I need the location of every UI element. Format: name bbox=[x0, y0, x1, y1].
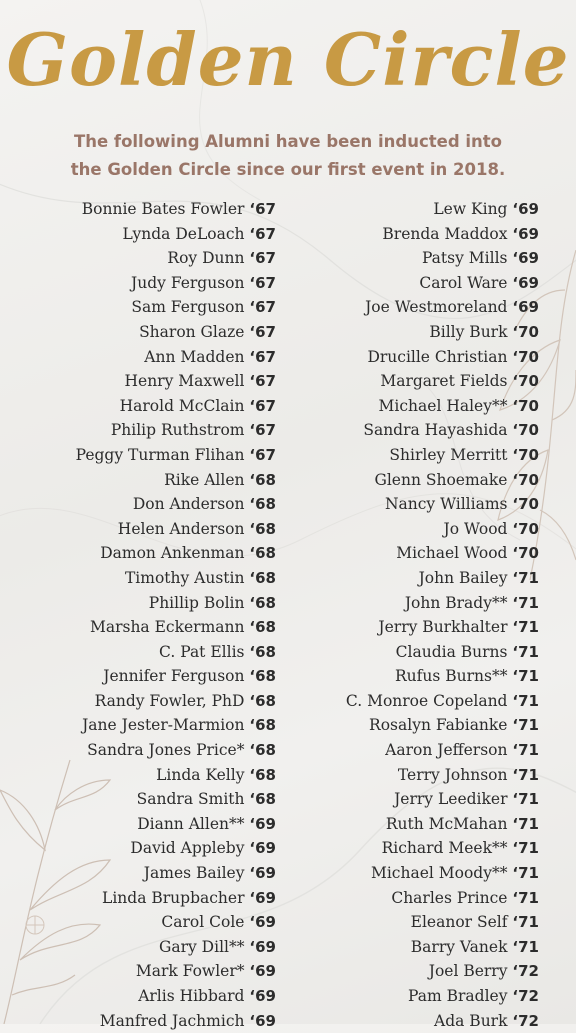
class-year: ‘71 bbox=[512, 765, 539, 784]
alumni-entry bbox=[0, 787, 276, 812]
alumni-entry bbox=[239, 886, 539, 911]
alumni-name: Eleanor Self bbox=[410, 913, 508, 932]
alumni-entry bbox=[0, 418, 276, 443]
alumni-entry bbox=[239, 812, 539, 837]
alumni-name: Linda Kelly bbox=[156, 765, 245, 784]
alumni-name: Rike Allen bbox=[164, 470, 245, 489]
alumni-name: Judy Ferguson bbox=[131, 273, 245, 292]
alumni-entry bbox=[0, 1009, 276, 1033]
alumni-entry bbox=[239, 492, 539, 517]
class-year: ‘69 bbox=[249, 839, 276, 858]
alumni-entry bbox=[239, 222, 539, 247]
alumni-name: Randy Fowler, PhD bbox=[94, 691, 245, 710]
alumni-name: Jerry Leediker bbox=[394, 790, 508, 809]
class-year: ‘67 bbox=[249, 445, 276, 464]
alumni-name: Sharon Glaze bbox=[139, 322, 245, 341]
alumni-name: Michael Wood bbox=[396, 544, 508, 563]
alumni-entry bbox=[239, 394, 539, 419]
alumni-name: Marsha Eckermann bbox=[89, 618, 245, 637]
alumni-name: Diann Allen** bbox=[137, 814, 245, 833]
class-year: ‘68 bbox=[249, 667, 276, 686]
alumni-name: Patsy Mills bbox=[421, 249, 508, 268]
class-year: ‘71 bbox=[512, 937, 539, 956]
class-year: ‘68 bbox=[249, 790, 276, 809]
class-year: ‘71 bbox=[512, 839, 539, 858]
alumni-name: Manfred Jachmich bbox=[99, 1011, 245, 1030]
class-year: ‘71 bbox=[512, 667, 539, 686]
class-year: ‘68 bbox=[249, 618, 276, 637]
alumni-list-right bbox=[239, 197, 539, 1033]
class-year: ‘71 bbox=[512, 814, 539, 833]
alumni-entry bbox=[0, 468, 276, 493]
alumni-name: Barry Vanek bbox=[410, 937, 508, 956]
class-year: ‘72 bbox=[512, 987, 539, 1005]
alumni-name: Mark Fowler* bbox=[135, 962, 245, 981]
class-year: ‘69 bbox=[512, 273, 539, 292]
alumni-entry bbox=[239, 615, 539, 640]
class-year: ‘68 bbox=[249, 568, 276, 587]
alumni-name: Carol Cole bbox=[161, 913, 245, 932]
alumni-entry bbox=[239, 591, 539, 616]
alumni-name: Brenda Maddox bbox=[382, 224, 508, 243]
alumni-entry bbox=[0, 369, 276, 394]
class-year: ‘70 bbox=[512, 470, 539, 489]
alumni-name: Sandra Smith bbox=[136, 790, 245, 809]
alumni-name: Claudia Burns bbox=[395, 642, 508, 661]
class-year: ‘71 bbox=[512, 568, 539, 587]
alumni-entry bbox=[0, 541, 276, 566]
alumni-entry bbox=[239, 861, 539, 886]
alumni-name: Michael Moody** bbox=[370, 864, 508, 883]
alumni-entry bbox=[0, 591, 276, 616]
alumni-name: Lew King bbox=[433, 200, 508, 218]
class-year: ‘71 bbox=[512, 618, 539, 637]
class-year: ‘67 bbox=[249, 273, 276, 292]
alumni-entry bbox=[0, 394, 276, 419]
alumni-name: Margaret Fields bbox=[380, 372, 508, 391]
alumni-entry bbox=[239, 836, 539, 861]
class-year: ‘72 bbox=[512, 962, 539, 981]
alumni-entry bbox=[239, 418, 539, 443]
alumni-name: Sandra Jones Price* bbox=[87, 741, 245, 760]
alumni-entry bbox=[239, 295, 539, 320]
class-year: ‘67 bbox=[249, 249, 276, 268]
alumni-name: Joel Berry bbox=[428, 962, 508, 981]
alumni-name: Henry Maxwell bbox=[124, 372, 245, 391]
alumni-name: Damon Ankenman bbox=[100, 544, 245, 563]
alumni-entry bbox=[239, 959, 539, 984]
alumni-entry bbox=[0, 492, 276, 517]
class-year: ‘67 bbox=[249, 298, 276, 317]
alumni-entry bbox=[0, 295, 276, 320]
class-year: ‘70 bbox=[512, 372, 539, 391]
class-year: ‘67 bbox=[249, 396, 276, 415]
alumni-entry bbox=[0, 763, 276, 788]
alumni-name: John Bailey bbox=[418, 568, 508, 587]
class-year: ‘71 bbox=[512, 741, 539, 760]
alumni-entry bbox=[0, 713, 276, 738]
class-year: ‘70 bbox=[512, 495, 539, 514]
class-year: ‘71 bbox=[512, 864, 539, 883]
alumni-entry bbox=[0, 664, 276, 689]
alumni-name: Bonnie Bates Fowler bbox=[81, 200, 245, 218]
class-year: ‘71 bbox=[512, 888, 539, 907]
alumni-entry bbox=[239, 345, 539, 370]
alumni-entry bbox=[239, 787, 539, 812]
alumni-entry bbox=[239, 468, 539, 493]
alumni-name: Sandra Hayashida bbox=[363, 421, 508, 440]
alumni-entry bbox=[0, 640, 276, 665]
class-year: ‘68 bbox=[249, 716, 276, 735]
class-year: ‘72 bbox=[512, 1011, 539, 1030]
alumni-entry bbox=[239, 984, 539, 1009]
class-year: ‘68 bbox=[249, 642, 276, 661]
alumni-name: C. Monroe Copeland bbox=[345, 691, 508, 710]
alumni-list-left bbox=[0, 197, 276, 1033]
class-year: ‘71 bbox=[512, 691, 539, 710]
class-year: ‘68 bbox=[249, 765, 276, 784]
alumni-name: Glenn Shoemake bbox=[374, 470, 508, 489]
class-year: ‘71 bbox=[512, 790, 539, 809]
alumni-entry bbox=[239, 689, 539, 714]
alumni-entry bbox=[239, 541, 539, 566]
alumni-name: Michael Haley** bbox=[378, 396, 508, 415]
class-year: ‘70 bbox=[512, 519, 539, 538]
class-year: ‘67 bbox=[249, 322, 276, 341]
alumni-name: Terry Johnson bbox=[397, 765, 508, 784]
class-year: ‘71 bbox=[512, 913, 539, 932]
alumni-name: David Appleby bbox=[130, 839, 245, 858]
class-year: ‘68 bbox=[249, 470, 276, 489]
alumni-name: John Brady** bbox=[404, 593, 508, 612]
alumni-name: Phillip Bolin bbox=[148, 593, 245, 612]
class-year: ‘67 bbox=[249, 372, 276, 391]
intro-line-2: the Golden Circle since our first event in 2018. bbox=[70, 160, 506, 179]
alumni-name: Arlis Hibbard bbox=[138, 987, 245, 1005]
class-year: ‘68 bbox=[249, 495, 276, 514]
alumni-entry bbox=[239, 369, 539, 394]
alumni-entry bbox=[0, 836, 276, 861]
class-year: ‘71 bbox=[512, 593, 539, 612]
alumni-name: Timothy Austin bbox=[124, 568, 245, 587]
alumni-entry bbox=[239, 935, 539, 960]
alumni-entry bbox=[0, 320, 276, 345]
alumni-name: Ann Madden bbox=[144, 347, 245, 366]
class-year: ‘71 bbox=[512, 642, 539, 661]
class-year: ‘69 bbox=[512, 224, 539, 243]
class-year: ‘70 bbox=[512, 421, 539, 440]
page-title: Golden Circle bbox=[6, 17, 570, 102]
alumni-name: Rosalyn Fabianke bbox=[369, 716, 508, 735]
alumni-entry bbox=[0, 738, 276, 763]
alumni-entry bbox=[0, 861, 276, 886]
class-year: ‘70 bbox=[512, 322, 539, 341]
class-year: ‘67 bbox=[249, 421, 276, 440]
alumni-name: Philip Ruthstrom bbox=[110, 421, 245, 440]
alumni-entry bbox=[239, 738, 539, 763]
class-year: ‘69 bbox=[249, 864, 276, 883]
alumni-name: Peggy Turman Flihan bbox=[75, 445, 245, 464]
class-year: ‘69 bbox=[249, 1011, 276, 1030]
alumni-entry bbox=[239, 664, 539, 689]
alumni-entry bbox=[239, 246, 539, 271]
alumni-entry bbox=[239, 713, 539, 738]
class-year: ‘70 bbox=[512, 396, 539, 415]
alumni-entry bbox=[0, 935, 276, 960]
alumni-name: Helen Anderson bbox=[117, 519, 245, 538]
class-year: ‘70 bbox=[512, 445, 539, 464]
class-year: ‘69 bbox=[249, 814, 276, 833]
alumni-entry bbox=[0, 984, 276, 1009]
alumni-entry bbox=[239, 566, 539, 591]
class-year: ‘69 bbox=[249, 913, 276, 932]
intro-text bbox=[40, 128, 536, 184]
alumni-name: Jane Jester-Marmion bbox=[82, 716, 245, 735]
class-year: ‘69 bbox=[512, 249, 539, 268]
alumni-entry bbox=[0, 271, 276, 296]
alumni-entry bbox=[0, 886, 276, 911]
class-year: ‘70 bbox=[512, 347, 539, 366]
alumni-name: Drucille Christian bbox=[367, 347, 508, 366]
alumni-name: Roy Dunn bbox=[167, 249, 245, 268]
alumni-name: Jennifer Ferguson bbox=[103, 667, 245, 686]
alumni-entry bbox=[0, 246, 276, 271]
class-year: ‘67 bbox=[249, 200, 276, 218]
alumni-entry bbox=[239, 1009, 539, 1033]
alumni-entry bbox=[239, 443, 539, 468]
alumni-entry bbox=[0, 443, 276, 468]
alumni-name: Lynda DeLoach bbox=[122, 224, 245, 243]
class-year: ‘68 bbox=[249, 741, 276, 760]
alumni-entry bbox=[239, 197, 539, 222]
class-year: ‘67 bbox=[249, 347, 276, 366]
alumni-name: Ruth McMahan bbox=[385, 814, 508, 833]
class-year: ‘70 bbox=[512, 544, 539, 563]
alumni-name: Ada Burk bbox=[434, 1011, 508, 1030]
alumni-name: Don Anderson bbox=[132, 495, 245, 514]
alumni-name: Gary Dill** bbox=[158, 937, 245, 956]
alumni-entry bbox=[0, 197, 276, 222]
class-year: ‘68 bbox=[249, 519, 276, 538]
alumni-name: Sam Ferguson bbox=[131, 298, 245, 317]
alumni-name: Richard Meek** bbox=[381, 839, 508, 858]
alumni-name: Jo Wood bbox=[443, 519, 508, 538]
alumni-name: Charles Prince bbox=[391, 888, 508, 907]
alumni-entry bbox=[239, 640, 539, 665]
alumni-entry bbox=[239, 910, 539, 935]
alumni-entry bbox=[0, 517, 276, 542]
class-year: ‘69 bbox=[249, 937, 276, 956]
alumni-entry bbox=[0, 566, 276, 591]
class-year: ‘71 bbox=[512, 716, 539, 735]
class-year: ‘69 bbox=[249, 962, 276, 981]
intro-line-1: The following Alumni have been inducted into bbox=[73, 132, 503, 151]
alumni-entry bbox=[0, 689, 276, 714]
alumni-name: Jerry Burkhalter bbox=[378, 618, 508, 637]
class-year: ‘69 bbox=[249, 987, 276, 1005]
alumni-name: Harold McClain bbox=[119, 396, 245, 415]
alumni-entry bbox=[0, 345, 276, 370]
alumni-name: Shirley Merritt bbox=[389, 445, 508, 464]
alumni-entry bbox=[0, 910, 276, 935]
alumni-entry bbox=[0, 959, 276, 984]
class-year: ‘68 bbox=[249, 593, 276, 612]
class-year: ‘68 bbox=[249, 544, 276, 563]
alumni-entry bbox=[0, 222, 276, 247]
alumni-name: Aaron Jefferson bbox=[385, 741, 508, 760]
alumni-name: Joe Westmoreland bbox=[365, 298, 508, 317]
alumni-entry bbox=[239, 271, 539, 296]
alumni-name: Pam Bradley bbox=[408, 987, 508, 1005]
class-year: ‘69 bbox=[512, 200, 539, 218]
alumni-entry bbox=[0, 812, 276, 837]
alumni-name: Rufus Burns** bbox=[395, 667, 508, 686]
alumni-name: C. Pat Ellis bbox=[159, 642, 245, 661]
class-year: ‘69 bbox=[249, 888, 276, 907]
alumni-entry bbox=[239, 763, 539, 788]
alumni-name: Billy Burk bbox=[429, 322, 508, 341]
class-year: ‘68 bbox=[249, 691, 276, 710]
alumni-name: Linda Brupbacher bbox=[102, 888, 245, 907]
class-year: ‘67 bbox=[249, 224, 276, 243]
alumni-name: James Bailey bbox=[143, 864, 245, 883]
alumni-entry bbox=[239, 517, 539, 542]
alumni-entry bbox=[239, 320, 539, 345]
class-year: ‘69 bbox=[512, 298, 539, 317]
alumni-name: Nancy Williams bbox=[384, 495, 508, 514]
alumni-entry bbox=[0, 615, 276, 640]
alumni-name: Carol Ware bbox=[419, 273, 508, 292]
